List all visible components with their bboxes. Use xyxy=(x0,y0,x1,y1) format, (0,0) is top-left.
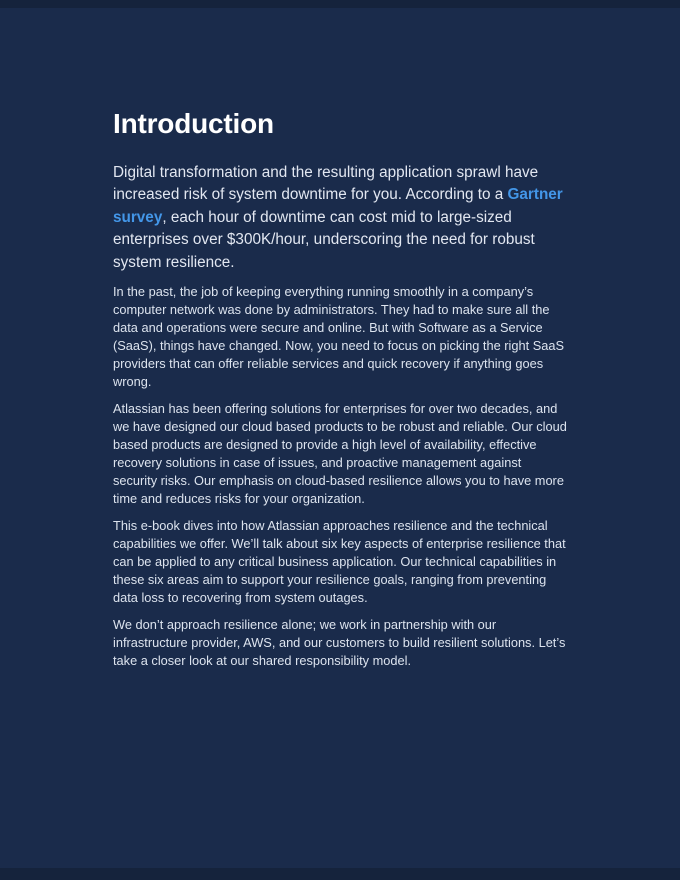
body-paragraph-3: This e-book dives into how Atlassian approaches resilience and the technical capabilities we offer. We’ll talk about six key aspects of enterprise resilience that can be applied to any critical business application. Our technical capabilities in these six areas aim to support your resilience goals, ranging from preventing data loss to recovering from system outages. xyxy=(113,518,566,606)
lead-paragraph xyxy=(113,162,567,274)
gartner-survey-link[interactable]: Gartner survey xyxy=(113,186,563,226)
body-paragraph-4: We don’t approach resilience alone; we work in partnership with our infrastructure provider, AWS, and our customers to build resilient solutions. Let’s take a closer look at our shared responsibility model. xyxy=(113,617,566,669)
page-content xyxy=(113,107,567,670)
lead-text-after: , each hour of downtime can cost mid to large-sized enterprises over $300K/hour, underscoring the need for robust system resilience. xyxy=(113,208,535,271)
page-title: Introduction xyxy=(113,108,274,139)
body-paragraph-2: Atlassian has been offering solutions for enterprises for over two decades, and we have designed our cloud based products to be robust and reliable. Our cloud based products are designed to provide a high level of availability, effective recovery solutions in case of issues, and proactive management against security risks. Our emphasis on cloud-based resilience allows you to have more time and reduces risks for your organization. xyxy=(113,401,567,507)
body-paragraph-1: In the past, the job of keeping everything running smoothly in a company’s computer network was done by administrators. They had to make sure all the data and operations were secure and online. But with Software as a Service (SaaS), things have changed. Now, you need to focus on picking the right SaaS providers that can offer reliable services and quick recovery if anything goes wrong. xyxy=(113,284,565,390)
document-page xyxy=(0,8,680,868)
lead-text-before: Digital transformation and the resulting application sprawl have increased risk of system downtime for you. According to a xyxy=(113,164,539,204)
